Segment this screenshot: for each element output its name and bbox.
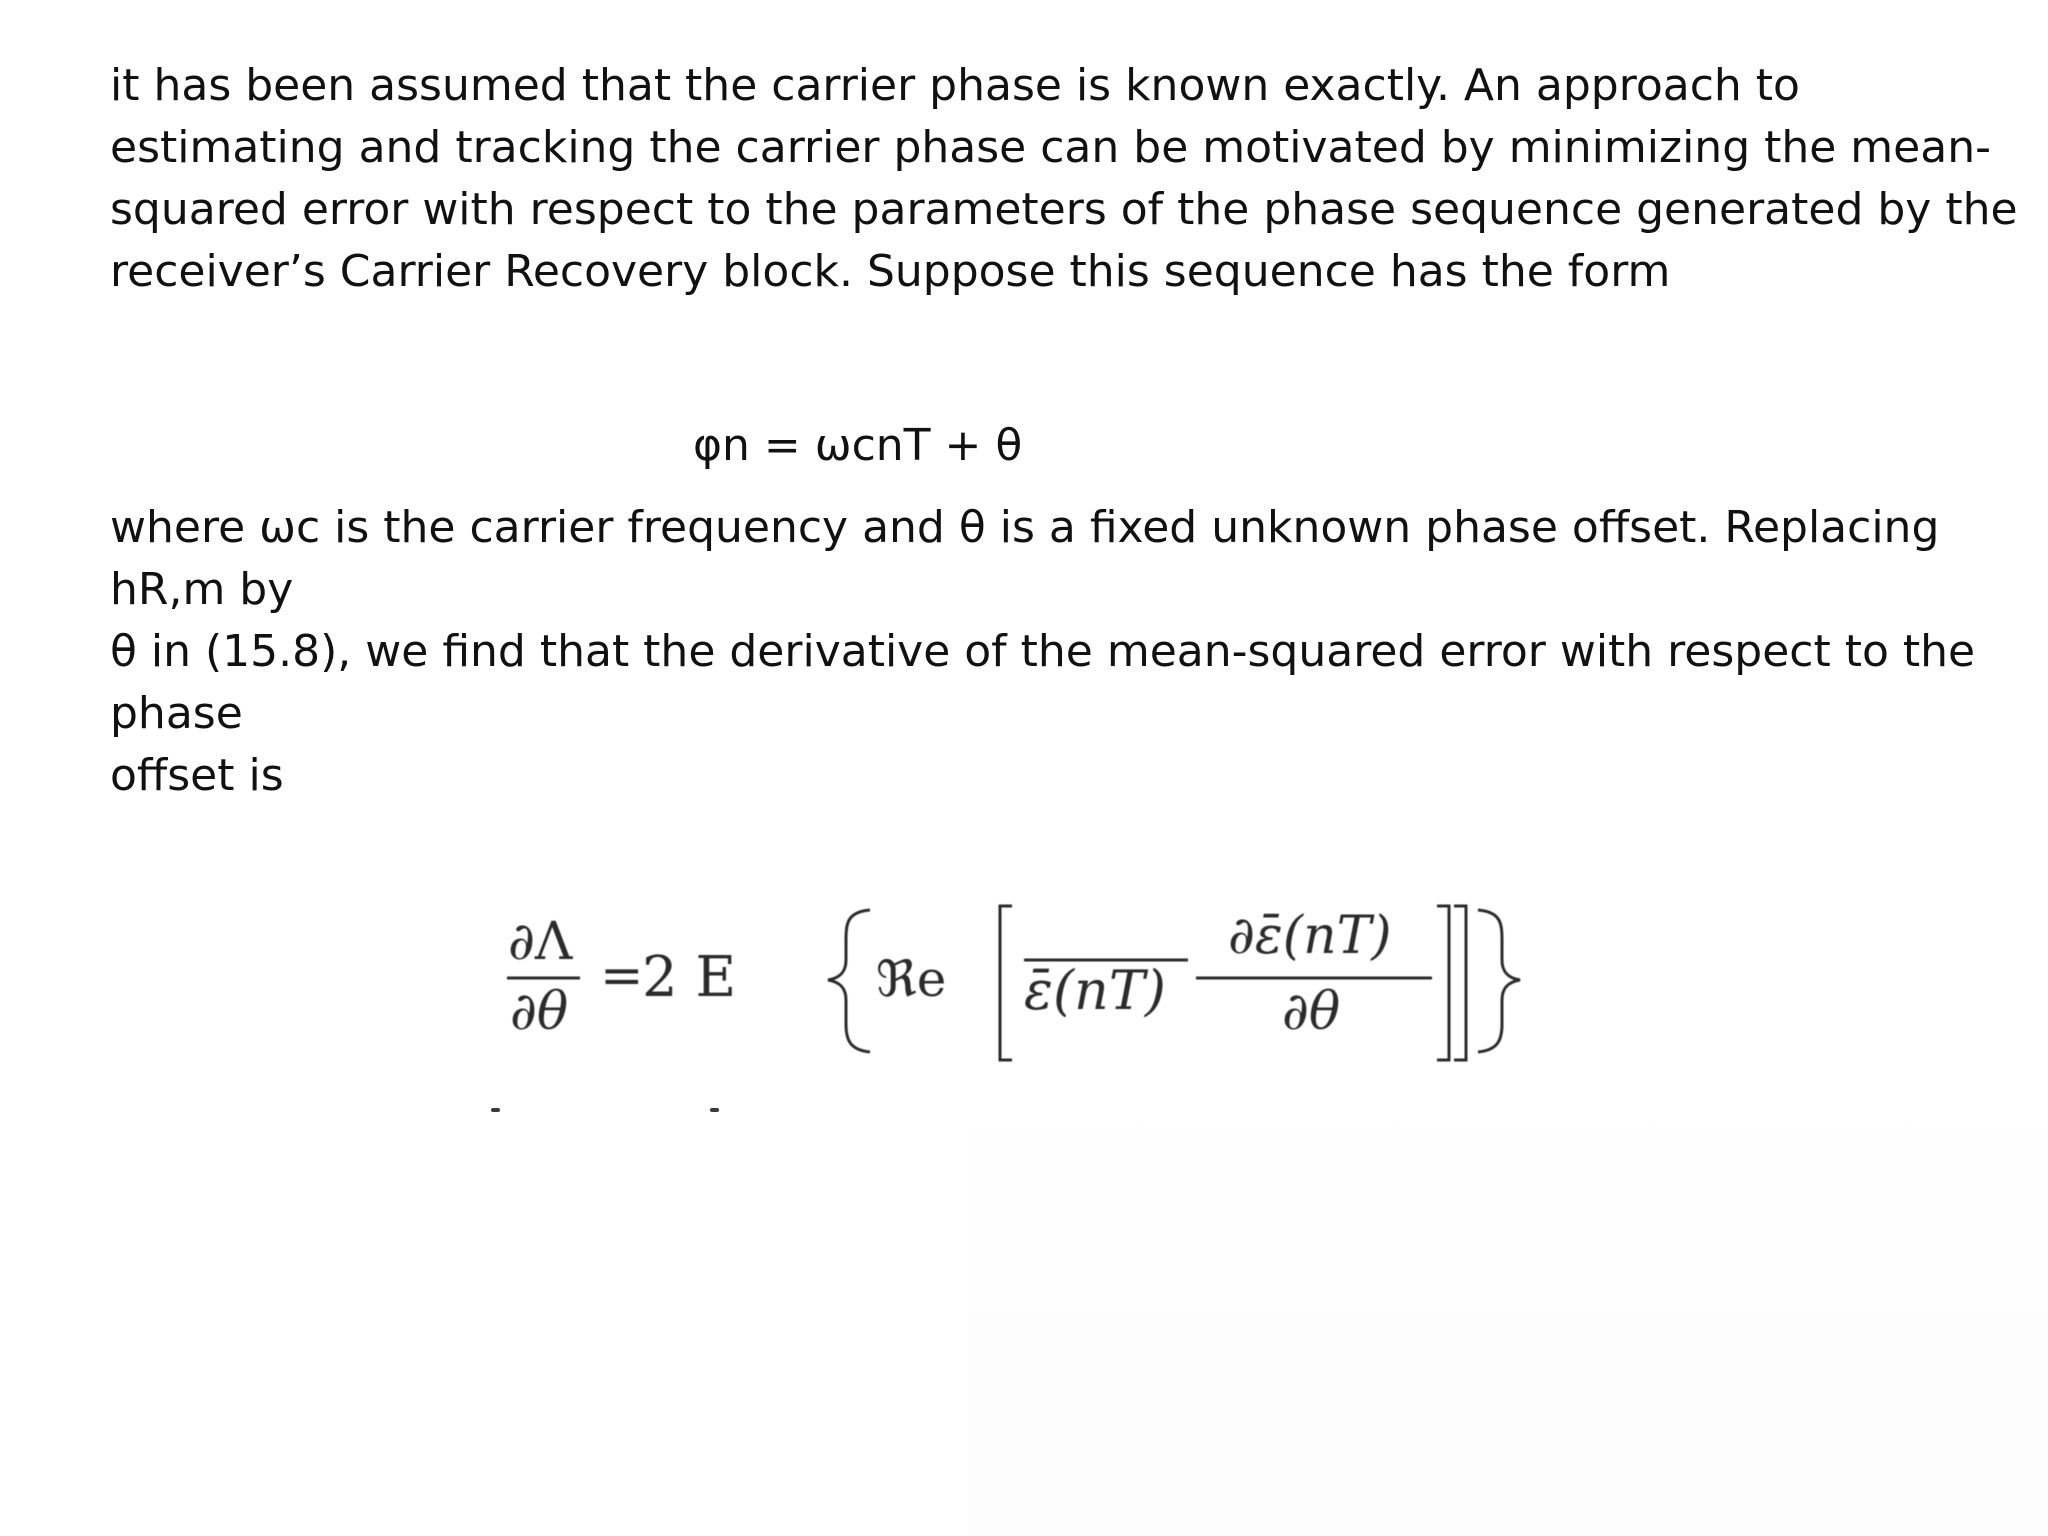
explanation-line: hR,m by (110, 564, 294, 615)
explanation-line: where ωc is the carrier frequency and θ is a fixed unknown phase offset. Replacing (110, 502, 1940, 553)
stray-mark (710, 1108, 719, 1112)
intro-paragraph (110, 55, 2018, 303)
right-bracket-outer (1454, 906, 1466, 1060)
stray-mark (491, 1108, 500, 1112)
intro-line: receiver’s Carrier Recovery block. Suppose this sequence has the form (110, 246, 1671, 297)
real-part-operator: ℜe (876, 950, 947, 1008)
explanation-line: θ in (15.8), we find that the derivative of the mean-squared error with respect to the (110, 626, 1976, 677)
lhs-numerator: ∂Λ (508, 912, 573, 972)
explanation-line: offset is (110, 750, 284, 801)
lhs-denominator: ∂θ (510, 982, 569, 1042)
derivative-equation (492, 860, 1552, 1120)
right-bracket-inner (1437, 906, 1449, 1060)
left-brace (828, 910, 870, 1052)
slide-background-shade (968, 1060, 2048, 1536)
expectation-coefficient: 2 E (642, 945, 737, 1010)
explanation-paragraph (110, 497, 1975, 807)
conjugate-error-term: ε̄(nT) (1024, 959, 1166, 1022)
intro-line: it has been assumed that the carrier phase is known exactly. An approach to (110, 60, 1800, 111)
rhs-numerator: ∂ε̄(nT) (1228, 906, 1392, 966)
phase-sequence-equation: φn = ωcnT + θ (693, 420, 1023, 471)
equals-sign: = (600, 946, 644, 1006)
rhs-denominator: ∂θ (1282, 982, 1341, 1042)
intro-line: squared error with respect to the parameters of the phase sequence generated by the (110, 184, 2018, 235)
intro-line: estimating and tracking the carrier phase can be motivated by minimizing the mean- (110, 122, 1991, 173)
right-brace (1478, 910, 1520, 1052)
left-bracket (1000, 906, 1012, 1060)
explanation-line: phase (110, 688, 243, 739)
